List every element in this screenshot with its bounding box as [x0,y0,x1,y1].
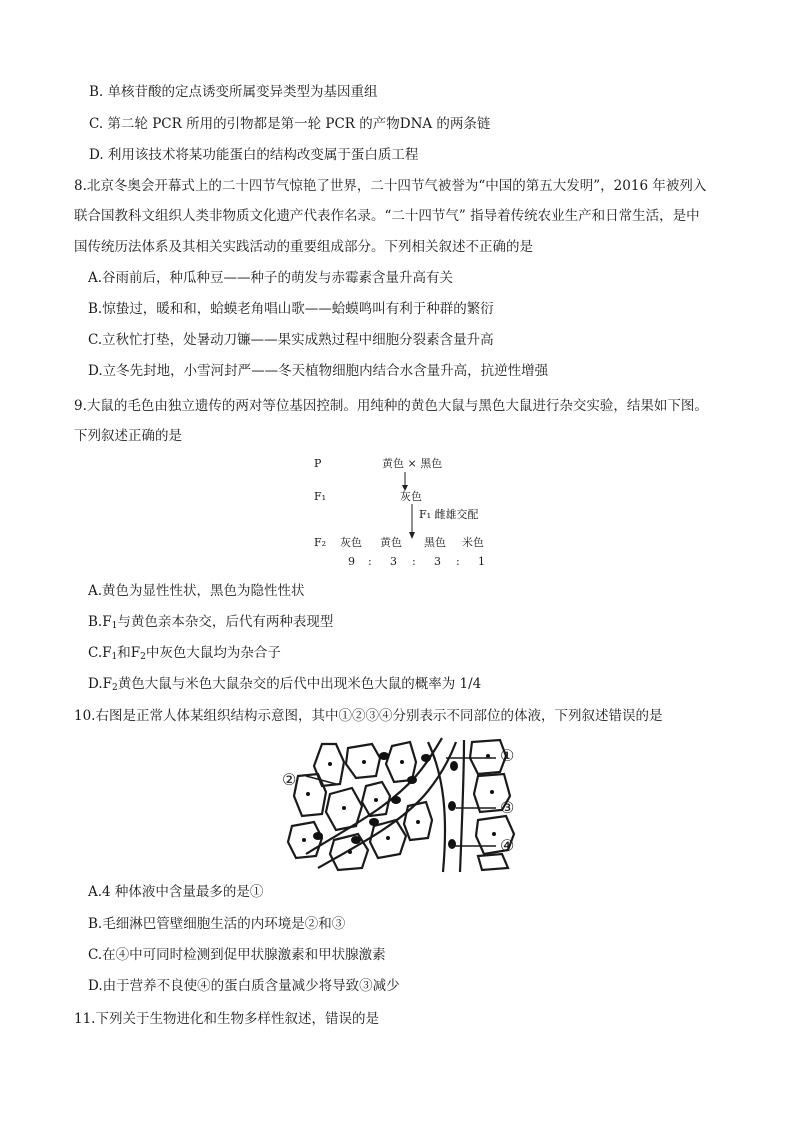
f2-phenotype: 黄色 [380,536,402,549]
q10-option-d: D.由于营养不良使④的蛋白质含量减少将导致③减少 [88,978,400,994]
q9-option-c: $C.F_1$和$F_2$中灰色大鼠均为杂合子 [88,645,281,662]
q10-option-a: A.4 种体液中含量最多的是① [88,884,264,900]
q8-stem-line3: 国传统历法体系及其相关实践活动的重要组成部分。下列相关叙述不正确的是 [74,239,533,255]
q8-option-b: B.惊蛰过，暖和和，蛤蟆老角唱山歌——蛤蟆鸣叫有利于种群的繁衍 [88,301,494,317]
q8-stem-line2: 联合国教科文组织人类非物质文化遗产代表作名录。“二十四节气” 指导着传统农业生产和日常生活，是中 [74,208,700,224]
f2-ratio-sep: : [412,555,416,568]
q8-option-d: D.立冬先封地，小雪河封严——冬天植物细胞内结合水含量升高，抗逆性增强 [88,363,549,379]
q9-option-a: A.黄色为显性性状，黑色为隐性性状 [88,583,305,599]
f2-phenotype: 米色 [462,536,484,549]
q7-option-d: D. 利用该技术将某功能蛋白的结构改变属于蛋白质工程 [89,147,419,163]
q10-stem: 10.右图是正常人体某组织结构示意图，其中①②③④分别表示不同部位的体液，下列叙述错误的是 [74,708,663,724]
p-cross: 黄色 × 黑色 [382,457,443,470]
f1-label: F₁ [314,490,327,503]
q7-option-b: B. 单核苷酸的定点诱变所属变异类型为基因重组 [89,84,378,100]
q8-option-c: C.立秋忙打垫，处暑动刀镰——果实成熟过程中细胞分裂素含量升高 [88,332,494,348]
q9-option-b: $B.F_1$与黄色亲本杂交，后代有两种表现型 [88,614,334,631]
f1-phenotype: 灰色 [400,490,422,503]
f1-mating-label: F₁ 雌雄交配 [419,508,479,521]
label-4: ④ [500,836,515,855]
f2-ratio-sep: : [456,555,460,568]
f2-label: F₂ [314,536,327,549]
label-2: ② [282,770,297,789]
f2-ratio: 3 [434,555,441,568]
p-label: P [314,457,322,470]
genetic-cross-diagram [312,452,502,572]
f2-phenotype: 灰色 [340,536,362,549]
q10-option-c: C.在④中可同时检测到促甲状腺激素和甲状腺激素 [88,947,386,963]
label-3: ③ [500,798,515,817]
q8-option-a: A.谷雨前后，种瓜种豆——种子的萌发与赤霉素含量升高有关 [88,270,454,286]
q9-option-d: $D.F_2$黄色大鼠与米色大鼠杂交的后代中出现米色大鼠的概率为 1/4 [88,676,482,693]
q7-option-c: C. 第二轮 PCR 所用的引物都是第一轮 PCR 的产物DNA 的两条链 [89,116,491,132]
label-1: ① [500,746,515,765]
f2-ratio: 1 [478,555,485,568]
tissue-drawing [278,736,523,873]
f2-ratio-sep: : [368,555,372,568]
q9-stem-line1: 9.大鼠的毛色由独立遗传的两对等位基因控制。用纯种的黄色大鼠与黑色大鼠进行杂交实验，结果如下图。 [74,398,708,414]
f2-ratio: 9 [348,555,355,568]
tissue-structure-diagram [278,736,523,873]
f2-ratio: 3 [390,555,397,568]
q9-stem-line2: 下列叙述正确的是 [74,428,182,444]
q11-stem: 11.下列关于生物进化和生物多样性叙述，错误的是 [74,1011,379,1027]
q10-option-b: B.毛细淋巴管壁细胞生活的内环境是②和③ [88,916,346,932]
q8-stem-line1: 8.北京冬奥会开幕式上的二十四节气惊艳了世界，二十四节气被誉为“中国的第五大发明”，2016 年被列入 [74,178,707,194]
f2-phenotype: 黑色 [424,536,446,549]
